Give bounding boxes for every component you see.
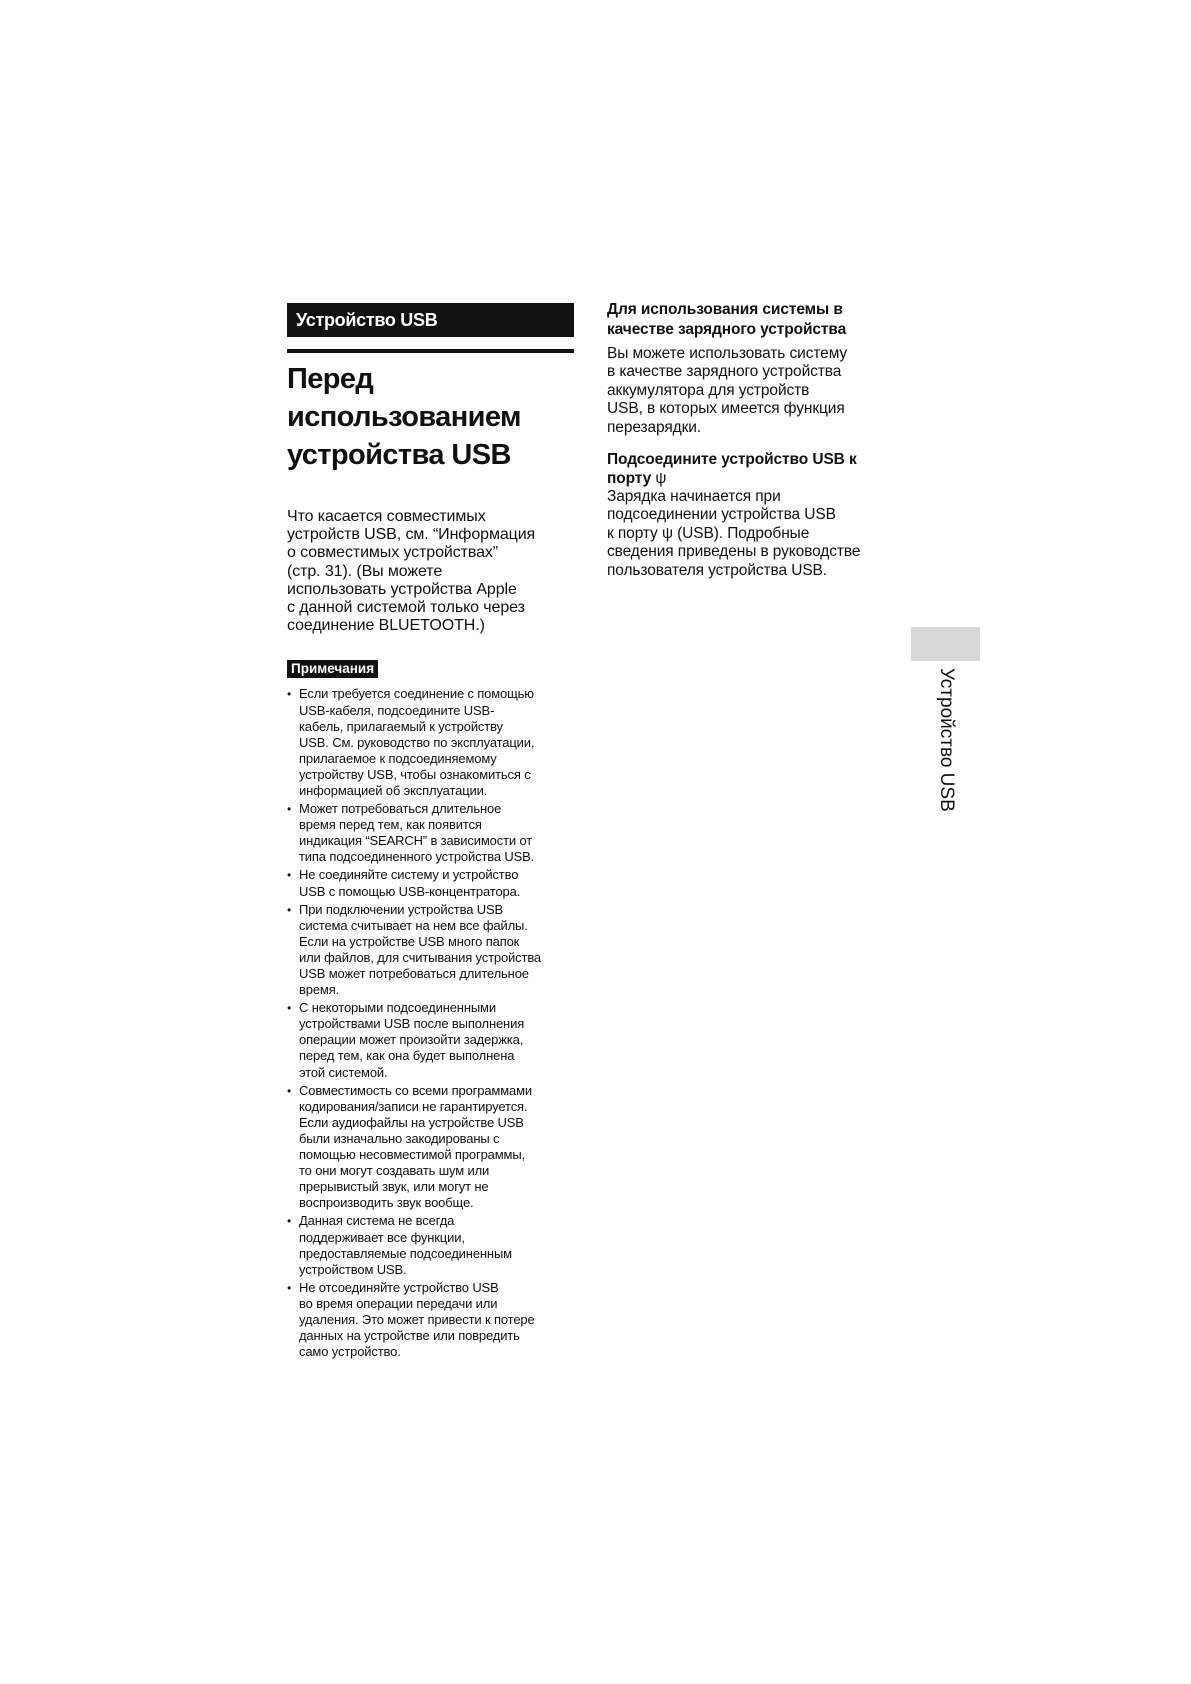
bullet-icon: • <box>287 1280 292 1295</box>
note-item <box>287 1083 574 1212</box>
charging-paragraph: Вы можете использовать систему в качестве зарядного устройства аккумулятора для устройств USB, в которых имеется функция перезарядки. <box>607 345 848 436</box>
bullet-icon: • <box>287 902 292 917</box>
page-title: Перед использованием устройства USB <box>287 363 521 471</box>
step-heading-line: порту ψ <box>607 469 667 487</box>
note-text: Может потребоваться длительное время перед тем, как появится индикация “SEARCH” в зависимости от типа подсоединенного устройства USB. <box>299 801 535 865</box>
step-heading-line: Подсоедините устройство USB к <box>607 451 857 469</box>
usb-port-icon: ψ <box>661 524 673 542</box>
note-item <box>287 801 574 865</box>
bullet-icon: • <box>287 868 292 883</box>
title-rule <box>287 349 574 353</box>
note-text: Совместимость со всеми программами кодирования/записи не гарантируется. Если аудиофайлы на устройстве USB были изначально закодированы с помощью несовместимой программы, то они могут создавать шум или прерывистый звук, или могут не воспроизводить звук вообще. <box>299 1082 532 1211</box>
bullet-icon: • <box>287 1001 292 1016</box>
intro-paragraph: Что касается совместимых устройств USB, см. “Информация о совместимых устройствах” (стр. 31). (Вы можете использовать устройства Apple с данной системой только через соединение BLUETOOTH.) <box>287 508 536 635</box>
note-item <box>287 867 574 899</box>
section-header-bar: Устройство USB <box>287 303 574 337</box>
note-item <box>287 1000 574 1080</box>
left-column <box>287 303 574 1362</box>
step-line: пользователя устройства USB. <box>607 561 827 579</box>
note-item <box>287 1280 574 1360</box>
charging-heading: Для использования системы в качестве зарядного устройства <box>607 301 847 338</box>
bullet-icon: • <box>287 802 292 817</box>
side-index-label: Устройство USB <box>936 668 957 812</box>
note-item <box>287 1213 574 1277</box>
step-line: Зарядка начинается при <box>607 488 781 506</box>
note-text: С некоторыми подсоединенными устройствами USB после выполнения операции может произойти задержка, перед тем, как она будет выполнена этой системой. <box>299 1000 525 1080</box>
bullet-icon: • <box>287 1083 292 1098</box>
note-text: Не соединяйте систему и устройство USB с помощью USB-концентратора. <box>299 867 521 899</box>
step-heading <box>607 451 897 488</box>
note-item <box>287 686 574 799</box>
note-text: Если требуется соединение с помощью USB-кабеля, подсоедините USB- кабель, прилагаемый к устройству USB. См. руководство по эксплуатации, прилагаемое к подсоединяемому устройству USB, чтобы ознакомиться с информацией об эксплуатации. <box>299 686 535 798</box>
step-body <box>607 488 897 580</box>
notes-list <box>287 686 574 1360</box>
note-item <box>287 902 574 999</box>
note-text: При подключении устройства USB система считывает на нем все файлы. Если на устройстве USB много папок или файлов, для считывания устройства USB может потребоваться длительное время. <box>299 901 542 998</box>
bullet-icon: • <box>287 1214 292 1229</box>
right-column <box>607 300 897 580</box>
step-line: сведения приведены в руководстве <box>607 543 861 561</box>
note-text: Не отсоединяйте устройство USB во время операции передачи или удаления. Это может привести к потере данных на устройстве или повредить само устройство. <box>299 1279 535 1360</box>
side-index-tab <box>911 627 980 661</box>
notes-label: Примечания <box>287 660 378 678</box>
step-line: подсоединении устройства USB <box>607 506 836 524</box>
note-text: Данная система не всегда поддерживает все функции, предоставляемые подсоединенным устройством USB. <box>299 1213 512 1277</box>
usb-port-icon: ψ <box>655 469 667 487</box>
bullet-icon: • <box>287 687 292 702</box>
step-line: к порту ψ (USB). Подробные <box>607 524 810 542</box>
